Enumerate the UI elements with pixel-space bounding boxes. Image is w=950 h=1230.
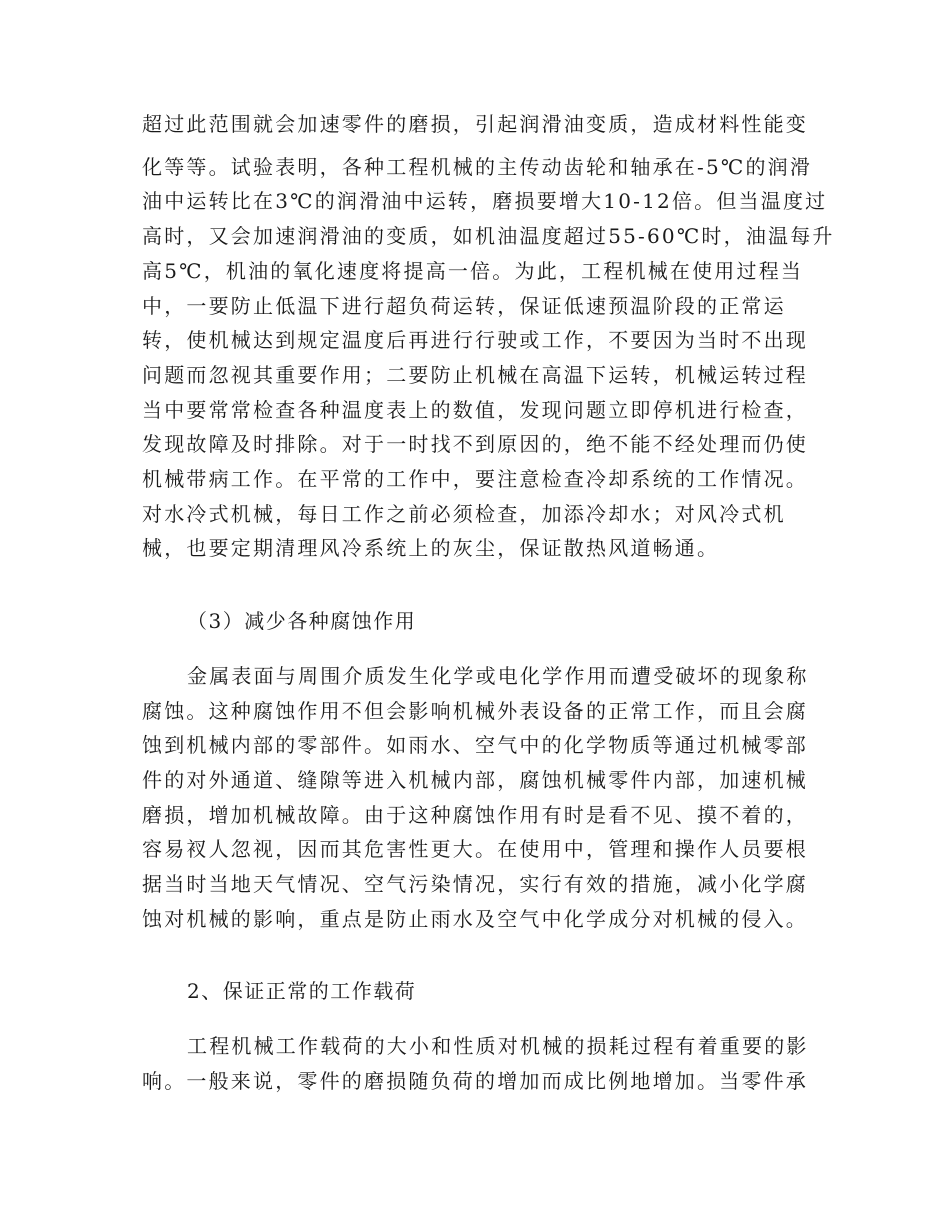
text-line: 对水冷式机械，每日工作之前必须检查，加添冷却水；对风冷式机 (142, 502, 786, 526)
text-line: 械，也要定期清理风冷系统上的灰尘，保证散热风道畅通。 (142, 536, 720, 560)
text-line: 超过此范围就会加速零件的磨损，引起润滑油变质，造成材料性能变 (142, 112, 808, 136)
text-line: 中，一要防止低温下进行超负荷运转，保证低速预温阶段的正常运 (142, 294, 786, 318)
text-line: 化等等。试验表明，各种工程机械的主传动齿轮和轴承在-5℃的润滑 (142, 155, 813, 179)
text-line: 件的对外通道、缝隙等进入机械内部，腐蚀机械零件内部，加速机械 (142, 768, 808, 792)
text-line: 当中要常常检查各种温度表上的数值，发现问题立即停机进行检查， (142, 398, 808, 422)
text-line: 磨损，增加机械故障。由于这种腐蚀作用有时是看不见、摸不着的， (142, 803, 808, 827)
text-line: 蚀对机械的影响，重点是防止雨水及空气中化学成分对机械的侵入。 (142, 907, 808, 931)
text-line: 机械带病工作。在平常的工作中，要注意检查冷却系统的工作情况。 (142, 467, 808, 491)
text-line: 响。一般来说，零件的磨损随负荷的增加而成比例地增加。当零件承 (142, 1069, 808, 1093)
text-line: 发现故障及时排除。对于一时找不到原因的，绝不能不经处理而仍使 (142, 432, 808, 456)
text-line: 高5℃，机油的氧化速度将提高一倍。为此，工程机械在使用过程当 (142, 259, 804, 283)
section-heading: 2、保证正常的工作载荷 (187, 979, 417, 1003)
text-line: 据当时当地天气情况、空气污染情况，实行有效的措施，减小化学腐 (142, 872, 808, 896)
text-line: 油中运转比在3℃的润滑油中运转，磨损要增大10-12倍。但当温度过 (142, 189, 828, 213)
text-line: 问题而忽视其重要作用；二要防止机械在高温下运转，机械运转过程 (142, 363, 808, 387)
section-heading: （3）减少各种腐蚀作用 (187, 609, 417, 633)
text-line: 金属表面与周围介质发生化学或电化学作用而遭受破坏的现象称 (187, 664, 809, 688)
text-line: 容易衩人忽视，因而其危害性更大。在使用中，管理和操作人员要根 (142, 837, 808, 861)
text-line: 转，使机械达到规定温度后再进行行驶或工作，不要因为当时不出现 (142, 328, 808, 352)
text-line: 高时，又会加速润滑油的变质，如机油温度超过55-60℃时，油温每升 (142, 224, 835, 248)
text-line: 腐蚀。这种腐蚀作用不但会影响机械外表设备的正常工作，而且会腐 (142, 699, 808, 723)
text-line: 蚀到机械内部的零部件。如雨水、空气中的化学物质等通过机械零部 (142, 733, 808, 757)
text-line: 工程机械工作载荷的大小和性质对机械的损耗过程有着重要的影 (187, 1034, 809, 1058)
